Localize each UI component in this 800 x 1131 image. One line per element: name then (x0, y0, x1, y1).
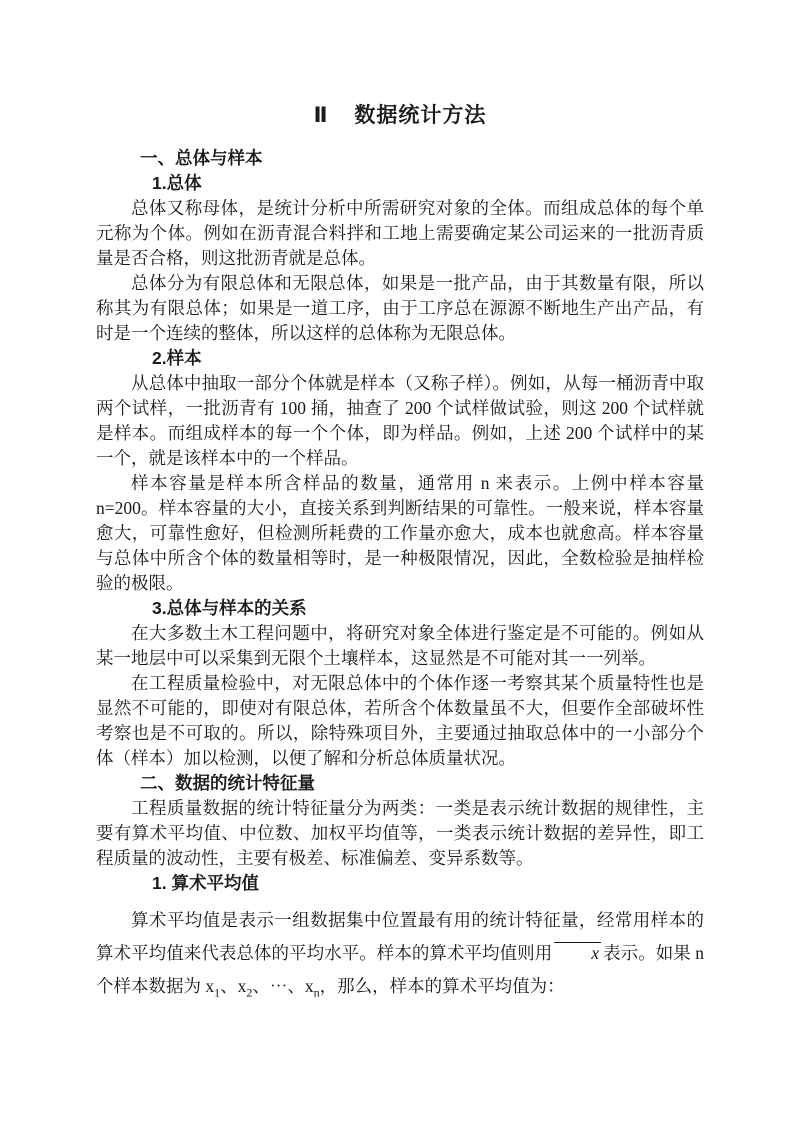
paragraph-8 (96, 904, 704, 1003)
paragraph-8-text: 算术平均值是表示一组数据集中位置最有用的统计特征量，经常用样本的算术平均值来代表总体的平均水平。样本的算术平均值则用 (96, 910, 704, 963)
paragraph-8-text: 、x (220, 976, 247, 996)
page-title (96, 102, 704, 130)
paragraph-8-text: ，那么，样本的算术平均值为： (319, 976, 565, 996)
title-numeral: Ⅱ (313, 104, 329, 127)
title-text: 数据统计方法 (354, 104, 487, 127)
paragraph-7: 工程质量数据的统计特征量分为两类：一类是表示统计数据的规律性，主要有算术平均值、中位数、加权平均值等，一类表示统计数据的差异性，即工程质量的波动性，主要有极差、标准偏差、变异系数等。 (96, 798, 704, 868)
paragraph-4: 样本容量是样本所含样品的数量，通常用 n 来表示。上例中样本容量 n=200。样本容量的大小，直接关系到判断结果的可靠性。一般来说，样本容量愈大，可靠性愈好，但检测所耗费的工作量亦愈大，成本也就愈高。样本容量与总体中所含个体的数量相等时，是一种极限情况，因此，全数检验是抽样检验的极限。 (96, 473, 704, 593)
subsection-heading-1-2: 2.样本 (152, 348, 202, 368)
subscript-1: 1 (214, 985, 221, 1000)
x-bar-symbol: x (554, 942, 601, 962)
section-heading-1: 一、总体与样本 (140, 148, 263, 168)
subscript-2: 2 (246, 985, 253, 1000)
subsection-heading-2-1: 1. 算术平均值 (152, 873, 259, 893)
paragraph-5: 在大多数土木工程问题中，将研究对象全体进行鉴定是不可能的。例如从某一地层中可以采集到无限个土壤样本，这显然是不可能对其一一列举。 (96, 623, 704, 668)
subsection-heading-1-3: 3.总体与样本的关系 (152, 598, 307, 618)
paragraph-1: 总体又称母体，是统计分析中所需研究对象的全体。而组成总体的每个单元称为个体。例如在沥青混合料拌和工地上需要确定某公司运来的一批沥青质量是否合格，则这批沥青就是总体。 (96, 198, 704, 268)
paragraph-2: 总体分为有限总体和无限总体，如果是一批产品，由于其数量有限，所以称其为有限总体；如果是一道工序，由于工序总在源源不断地生产出产品，有时是一个连续的整体，所以这样的总体称为无限总体。 (96, 273, 704, 343)
section-heading-2: 二、数据的统计特征量 (140, 773, 315, 793)
subsection-heading-1-1: 1.总体 (152, 173, 202, 193)
subscript-n: n (313, 985, 320, 1000)
paragraph-8-text: 表示。如果 n 个样本数据为 x (96, 943, 705, 996)
paragraph-8-text: 、⋯、x (252, 976, 314, 996)
paragraph-6: 在工程质量检验中，对无限总体中的个体作逐一考察其某个质量特性也是显然不可能的，即使对有限总体，若所含个体数量虽不大，但要作全部破坏性考察也是不可取的。所以，除特殊项目外，主要通过抽取总体中的一小部分个体（样本）加以检测，以便了解和分析总体质量状况。 (96, 673, 704, 768)
paragraph-3: 从总体中抽取一部分个体就是样本（又称子样）。例如，从每一桶沥青中取两个试样，一批沥青有 100 捅，抽查了 200 个试样做试验，则这 200 个试样就是样本。而组成样本的每一个个体，即为样品。例如，上述 200 个试样中的某一个，就是该样本中的一个样品。 (96, 373, 704, 468)
